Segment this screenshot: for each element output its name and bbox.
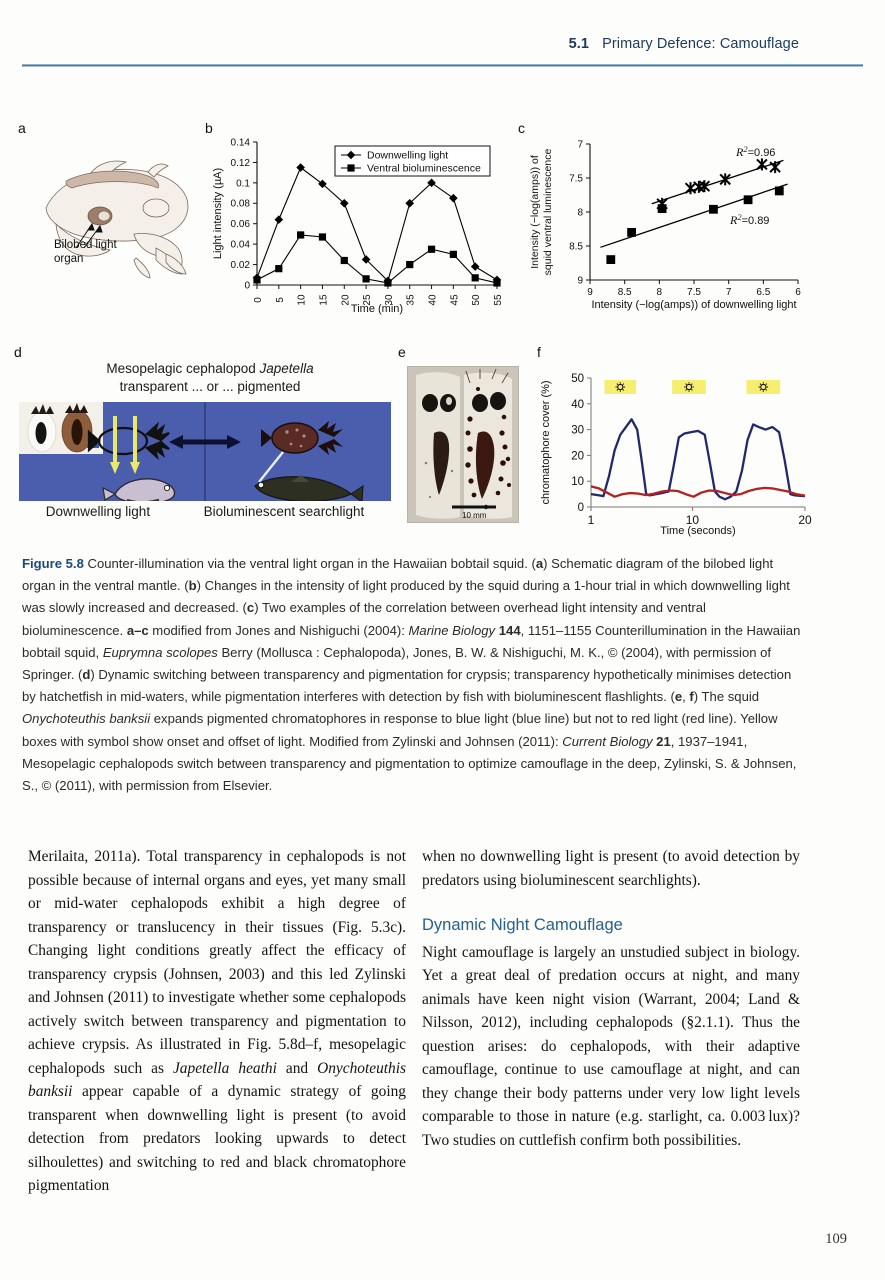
svg-text:55: 55	[493, 294, 504, 306]
panel-d-title-genus: Japetella	[259, 361, 314, 376]
bilobed-light-organ-annotation: Bilobed light organ	[54, 239, 117, 265]
svg-text:10: 10	[296, 294, 308, 306]
panel-e	[398, 344, 528, 534]
svg-text:20: 20	[571, 450, 584, 463]
panel-d-caption-left: Downwelling light	[45, 504, 151, 519]
panel-d-title-pre: Mesopelagic cephalopod	[106, 361, 260, 376]
svg-text:9: 9	[577, 275, 583, 287]
chart-chromatophore-cover	[533, 344, 823, 539]
panel-a	[18, 120, 208, 310]
panel-d-label: d	[14, 344, 22, 360]
svg-text:40: 40	[571, 398, 584, 411]
body-column-right	[422, 845, 800, 1152]
svg-text:10: 10	[685, 513, 700, 527]
figure-caption-text: Counter-illumination via the ventral light organ in the Hawaiian bobtail squid. (a) Schematic diagram of the bilobed light organ in the ventral mantle. (b) Changes in the intensity of light produced by the squid during a 1-hour trial in which downwelling light was slowly increased and decreased. (c) Two examples of the correlation between overhead light intensity and ventral bioluminescence. a–c modified from Jones and Nishiguchi (2004): Marine Biology 144, 1151–1155 Counterillumination in the Hawaiian bobtail squid, Euprymna scolopes Berry (Mollusca : Cephalopoda), Jones, B. W. & Nishiguchi, M. K., © (2004), with permission of Springer. (d) Dynamic switching between transparency and pigmentation for crypsis; transparency hypothetically minimises detection by hatchetfish in mid-waters, while pigmentation interferes with detection by fish with bioluminescent flashlights. (e, f) The squid Onychoteuthis banksii expands pigmented chromatophores in response to blue light (blue line) but not to red light (red line). Yellow boxes with symbol show onset and offset of light. Modified from Zylinski and Johnsen (2011): Current Biology 21, 1937–1941, Mesopelagic cephalopods switch between transparency and pigmentation to optimize camouflage in the deep, Zylinski, S. & Johnsen, S., © (2011), with permission from Elsevier.	[22, 556, 801, 794]
chart-light-intensity-timeseries	[205, 120, 505, 335]
svg-text:5: 5	[274, 297, 286, 303]
svg-text:0: 0	[577, 502, 584, 514]
svg-text:45: 45	[449, 294, 461, 306]
svg-text:0.12: 0.12	[230, 157, 250, 169]
header-rule	[22, 64, 863, 67]
panel-d	[14, 344, 406, 534]
svg-text:6.5: 6.5	[756, 287, 771, 298]
svg-text:0: 0	[244, 280, 250, 292]
panel-f	[533, 344, 823, 539]
svg-text:Intensity (−log(amps)) of: Intensity (−log(amps)) of	[529, 155, 541, 269]
svg-text:0.1: 0.1	[236, 178, 250, 190]
svg-text:15: 15	[318, 294, 330, 306]
panel-d-captions	[19, 504, 391, 519]
svg-text:40: 40	[427, 294, 439, 306]
panel-b-label: b	[205, 120, 213, 136]
panel-b	[205, 120, 505, 335]
panel-e-label: e	[398, 344, 406, 360]
svg-text:7: 7	[577, 139, 583, 151]
svg-text:20: 20	[798, 513, 812, 527]
figure-5-8	[0, 112, 885, 542]
svg-text:0.04: 0.04	[230, 239, 250, 251]
panel-d-illustration	[19, 402, 391, 501]
svg-text:0.08: 0.08	[230, 198, 250, 210]
specimen-pigmented	[464, 369, 512, 519]
svg-text:Light intensity (µA): Light intensity (µA)	[212, 167, 224, 260]
panel-d-title-line2: transparent ... or ... pigmented	[119, 379, 301, 394]
body-paragraph-right-2: Night camouflage is largely an unstudied subject in biology. Yet a great deal of predation occurs at night, and many animals have keen night vision (Warrant, 2004; Land & Nilsson, 2012), including cephalopods (§2.1.1). Thus the question arises: do cephalopods, with their adaptive camouflage, continue to use camouflage at night, and can they change their body patterns under very low light levels comparable to those in nature (e.g. starlight, ca. 0.003 lux)? Two studies on cuttlefish confirm both possibilities.	[422, 943, 800, 1149]
scale-bar-label: 10 mm	[462, 511, 487, 520]
svg-text:chromatophore cover (%): chromatophore cover (%)	[540, 380, 552, 505]
body-paragraph-right-1: when no downwelling light is present (to avoid detection by predators using bioluminescent searchlights).	[422, 848, 800, 889]
svg-text:50: 50	[471, 294, 483, 306]
figure-caption	[22, 553, 806, 797]
svg-text:Time (min): Time (min)	[350, 303, 404, 315]
svg-text:10: 10	[571, 476, 584, 489]
svg-text:Time (seconds): Time (seconds)	[660, 525, 736, 537]
page-number: 109	[825, 1231, 847, 1247]
svg-text:squid ventral luminescence: squid ventral luminescence	[542, 148, 554, 276]
svg-text:8.5: 8.5	[569, 241, 583, 253]
section-subheading: Dynamic Night Camouflage	[422, 916, 623, 934]
figure-caption-label: Figure 5.8	[22, 556, 84, 571]
panel-f-label: f	[537, 344, 541, 360]
svg-text:7.5: 7.5	[687, 287, 701, 298]
svg-text:20: 20	[340, 294, 352, 306]
body-columns	[28, 845, 828, 1220]
svg-text:Ventral bioluminescence: Ventral bioluminescence	[367, 162, 481, 175]
svg-text:8: 8	[656, 287, 663, 298]
svg-text:25: 25	[362, 294, 374, 306]
running-head	[0, 36, 885, 52]
panel-d-title	[14, 360, 406, 396]
onychoteuthis-photo	[407, 366, 519, 523]
svg-text:30: 30	[383, 294, 395, 306]
body-paragraph-left: Merilaita, 2011a). Total transparency in cephalopods is not possible because of internal organs and eyes, yet many small or mid-water cephalopods exhibit a high degree of transparency or translucency in their tissues (Fig. 5.3c). Changing light conditions greatly affect the efficacy of transparency crypsis (Johnsen, 2003) and this led Zylinski and Johnsen (2011) to investigate whether some cephalopods actively switch between transparency and pigmentation to achieve crypsis. As illustrated in Fig. 5.8d–f, mesopelagic cephalopods such as Japetella heathi and Onychoteuthis banksii appear capable of a dynamic strategy of going transparent when downwelling light is present (to avoid detection from predators looking upwards to detect silhoulettes) and switching to red and black chromatophore pigmentation	[28, 848, 406, 1194]
svg-text:7.5: 7.5	[569, 173, 583, 185]
svg-text:9: 9	[587, 287, 593, 298]
body-column-left	[28, 845, 406, 1198]
specimen-pale	[416, 372, 460, 519]
svg-text:0.14: 0.14	[230, 137, 250, 149]
svg-text:R2=0.96: $R^2=0.96$	[736, 144, 776, 159]
panel-a-label: a	[18, 120, 26, 136]
section-number: 5.1	[568, 36, 590, 52]
svg-text:0.06: 0.06	[230, 219, 250, 231]
svg-text:1: 1	[587, 513, 595, 527]
panel-c	[518, 120, 818, 335]
svg-text:R2=0.89: $R^2=0.89$	[730, 212, 770, 227]
svg-text:Intensity (−log(amps)) of down: Intensity (−log(amps)) of downwelling light	[591, 299, 797, 311]
svg-text:8.5: 8.5	[617, 287, 632, 298]
svg-text:30: 30	[571, 424, 584, 437]
svg-text:8: 8	[577, 207, 583, 219]
svg-text:35: 35	[405, 294, 417, 306]
svg-text:0: 0	[253, 297, 264, 303]
chart-correlation-scatter	[518, 120, 818, 335]
svg-text:50: 50	[571, 373, 584, 385]
panel-c-label: c	[518, 120, 525, 136]
svg-text:Downwelling light: Downwelling light	[367, 149, 449, 162]
panel-d-caption-right: Bioluminescent searchlight	[203, 504, 365, 519]
svg-text:6: 6	[795, 287, 801, 298]
section-title: Primary Defence: Camouflage	[602, 36, 799, 52]
svg-text:7: 7	[725, 287, 732, 298]
svg-text:0.02: 0.02	[230, 259, 250, 271]
